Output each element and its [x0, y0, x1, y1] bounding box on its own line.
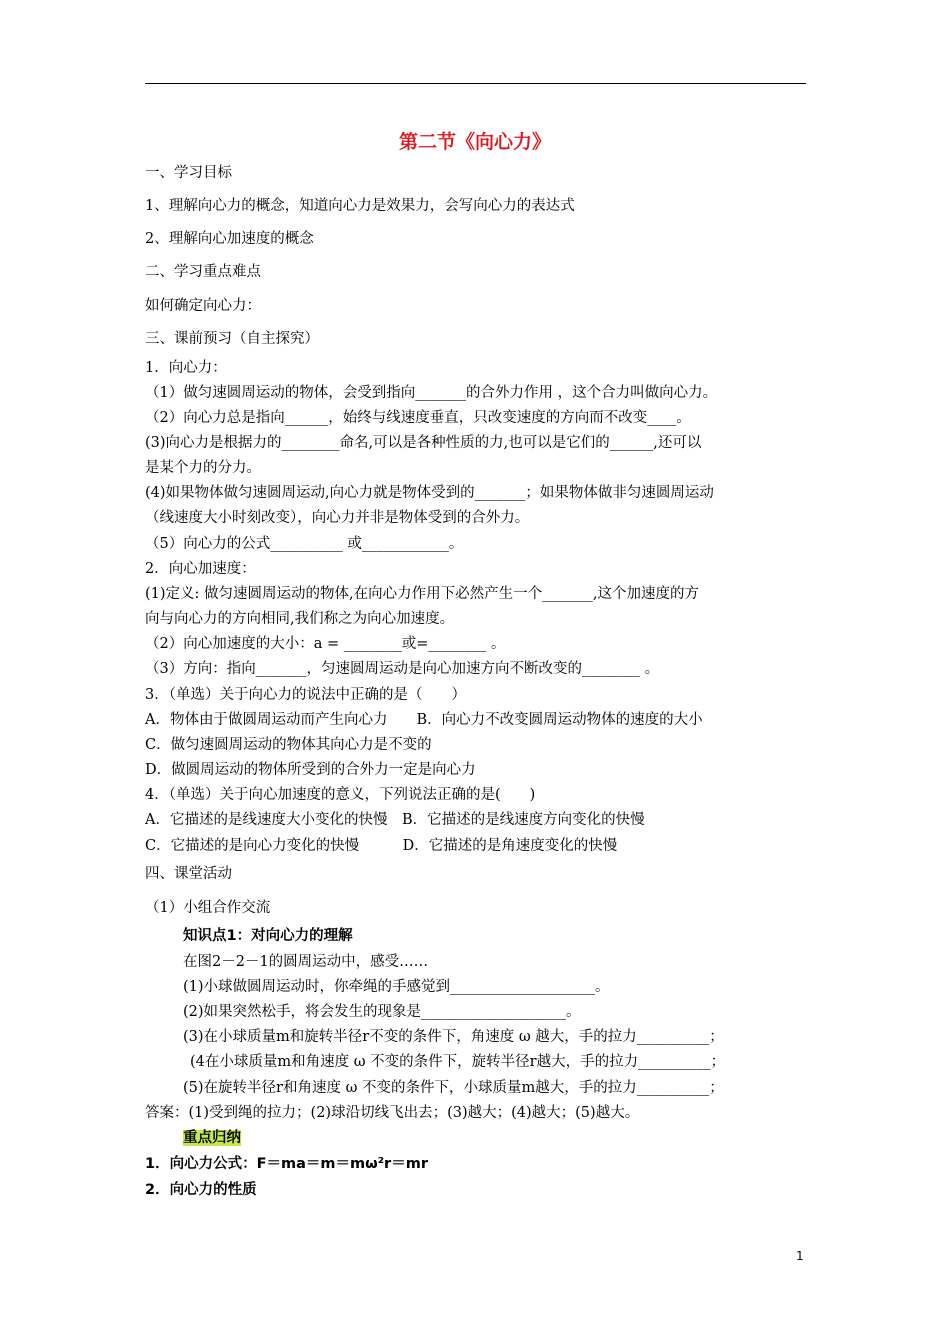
focus-summary-heading	[183, 1128, 241, 1148]
centripetal-force-formula: 1．向心力公式：F＝ma＝m＝mω²r＝mr	[145, 1156, 428, 1172]
question-2-part-3: （3）方向：指向_______，匀速圆周运动是向心加速方向不断改变的________ 。	[145, 661, 660, 677]
question-1-part-2: （2）向心力总是指向______，始终与线速度垂直，只改变速度的方向而不改变____。	[145, 410, 691, 426]
knowledge-statement-3: (3)在小球质量m和旋转半径r不变的条件下，角速度 ω 越大，手的拉力__________；	[183, 1029, 724, 1045]
question-2-part-2: （2）向心加速度的大小：a = ________或=________ 。	[145, 636, 506, 652]
section-heading-key-points: 二、学习重点难点	[145, 264, 261, 280]
knowledge-statement-5: (5)在旋转半径r和角速度 ω 不变的条件下，小球质量m越大，手的拉力__________；	[183, 1080, 724, 1096]
knowledge-statement-4: (4在小球质量m和角速度 ω 不变的条件下，旋转半径r越大，手的拉力__________；	[190, 1054, 726, 1070]
question-4: 4．（单选）关于向心加速度的意义，下列说法正确的是( )	[145, 787, 536, 803]
question-1-part-5: （5）向心力的公式__________ 或____________。	[145, 536, 464, 552]
key-point-text: 如何确定向心力：	[145, 298, 261, 314]
question-3-options-a-b: A．物体由于做圆周运动而产生向心力 B．向心力不改变圆周运动物体的速度的大小	[145, 712, 703, 728]
question-3-option-d: D．做圆周运动的物体所受到的合外力一定是向心力	[145, 762, 476, 778]
question-1-part-4-line-2: （线速度大小时刻改变），向心力并非是物体受到的合外力。	[145, 510, 530, 526]
activity-group-discussion: （1）小组合作交流	[145, 900, 271, 916]
question-1-part-3-line-2: 是某个力的分力。	[145, 460, 261, 476]
centripetal-force-properties: 2．向心力的性质	[145, 1182, 257, 1198]
answer-line: 答案：(1)受到绳的拉力；(2)球沿切线飞出去；(3)越大；(4)越大；(5)越大。	[145, 1105, 640, 1121]
goal-2: 2、理解向心加速度的概念	[145, 231, 314, 247]
page-number: 1	[796, 1249, 804, 1263]
question-2-part-1-line-2: 向与向心力的方向相同,我们称之为向心加速度。	[145, 611, 455, 627]
question-4-options-c-d: C．它描述的是向心力变化的快慢 D．它描述的是角速度变化的快慢	[145, 838, 618, 854]
question-1-part-1: （1）做匀速圆周运动的物体，会受到指向_______的合外力作用 ，这个合力叫做向心力。	[145, 385, 718, 401]
section-heading-class-activity: 四、课堂活动	[145, 866, 232, 882]
question-3-option-c: C．做匀速圆周运动的物体其向心力是不变的	[145, 737, 432, 753]
section-heading-goals: 一、学习目标	[145, 165, 232, 181]
question-1-heading: 1．向心力：	[145, 360, 227, 376]
section-heading-preview: 三、课前预习（自主探究）	[145, 331, 319, 347]
question-2-heading: 2．向心加速度：	[145, 561, 256, 577]
question-2-part-1-line-1: (1)定义: 做匀速圆周运动的物体,在向心力作用下必然产生一个_______,这个加速度的方	[145, 586, 699, 602]
goal-1: 1、理解向心力的概念，知道向心力是效果力，会写向心力的表达式	[145, 198, 575, 214]
knowledge-point-1-heading: 知识点1：对向心力的理解	[183, 928, 353, 944]
focus-highlight: 重点归纳	[183, 1130, 241, 1146]
question-3: 3．（单选）关于向心力的说法中正确的是（ ）	[145, 687, 466, 703]
knowledge-point-intro: 在图2－2－1的圆周运动中，感受……	[183, 954, 429, 970]
header-rule	[145, 83, 806, 84]
page-title: 第二节《向心力》	[398, 131, 551, 153]
question-1-part-3-line-1: (3)向心力是根据力的________命名,可以是各种性质的力,也可以是它们的______,还可以	[145, 435, 702, 451]
question-1-part-4-line-1: (4)如果物体做匀速圆周运动,向心力就是物体受到的_______；如果物体做非匀速圆周运动	[145, 485, 714, 501]
question-4-options-a-b: A．它描述的是线速度大小变化的快慢 B．它描述的是线速度方向变化的快慢	[145, 812, 645, 828]
knowledge-statement-2: (2)如果突然松手，将会发生的现象是____________________。	[183, 1004, 581, 1020]
knowledge-statement-1: (1)小球做圆周运动时，你牵绳的手感觉到____________________。	[183, 979, 610, 995]
